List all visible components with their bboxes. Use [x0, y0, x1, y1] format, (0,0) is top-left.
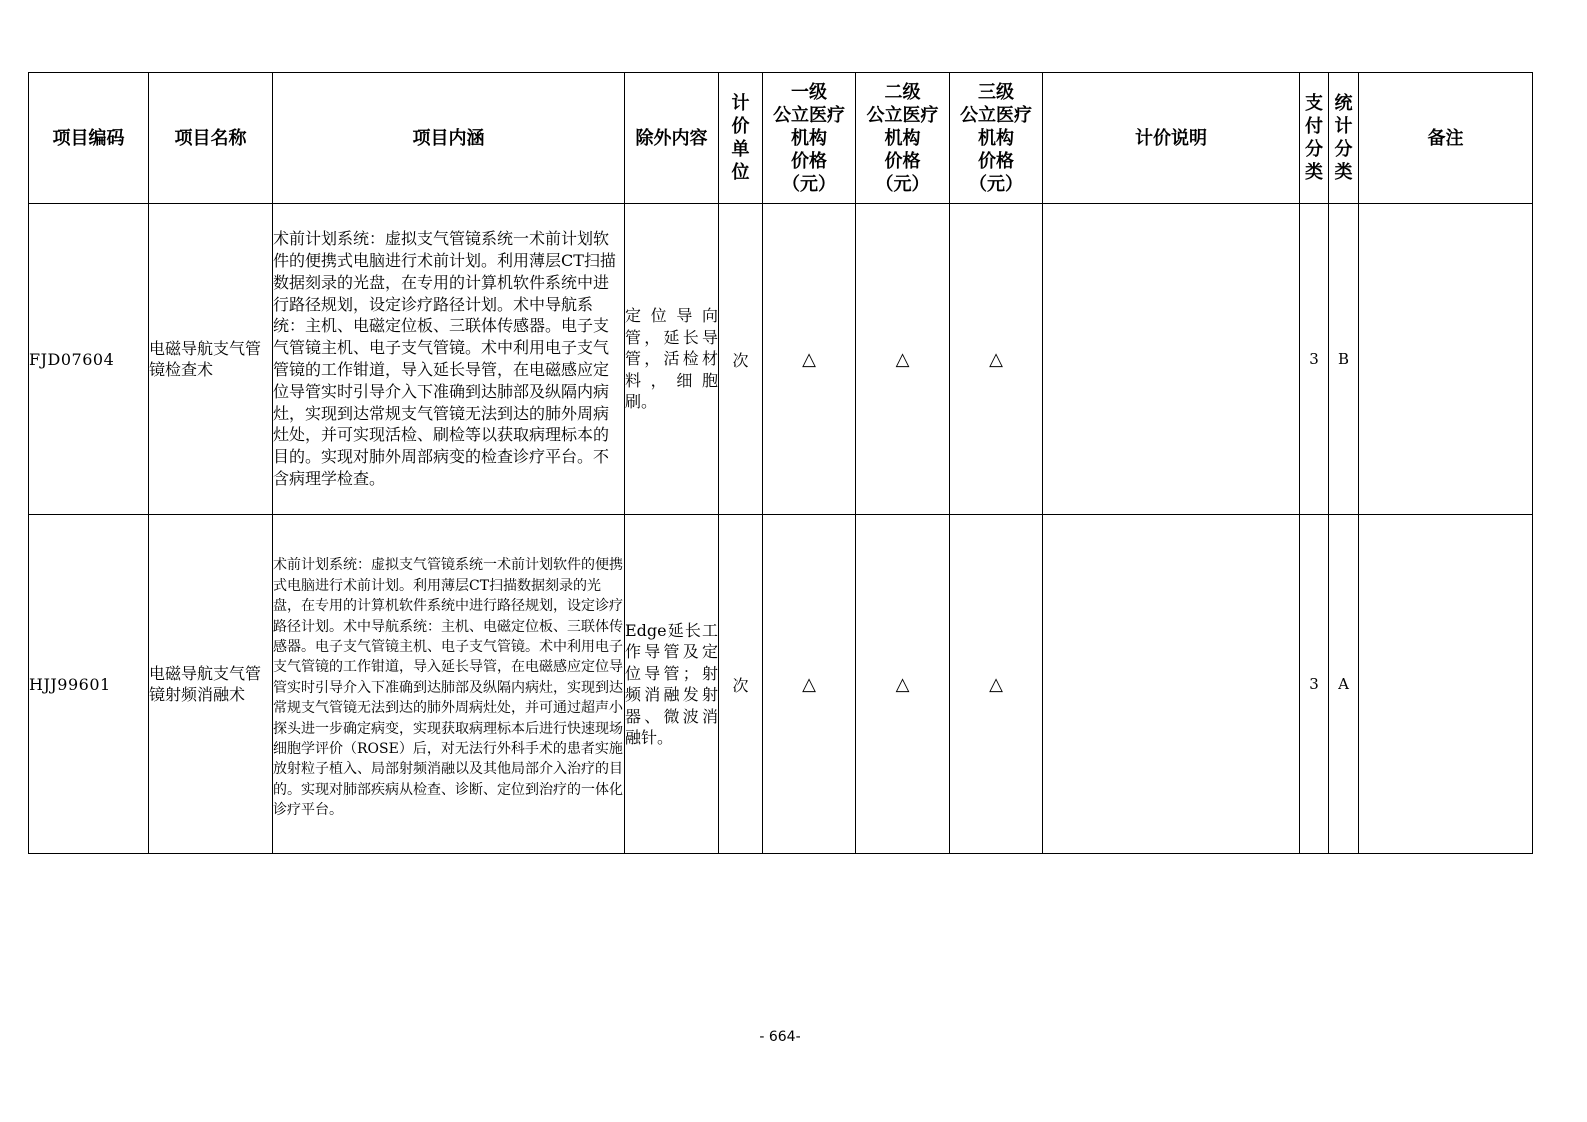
table-row [29, 515, 1533, 854]
item-content: 术前计划系统：虚拟支气管镜系统一术前计划软件的便携式电脑进行术前计划。利用薄层CT扫描数据刻录的光盘，在专用的计算机软件系统中进行路径规划，设定诊疗路径计划。术中导航系统：主机、电磁定位板、三联体传感器。电子支气管镜主机、电子支气管镜。术中利用电子支气管镜的工作钳道，导入延长导管，在电磁感应定位导管实时引导介入下准确到达肺部及纵隔内病灶，实现到达常规支气管镜无法到达的肺外周病灶处，并可通过超声小探头进一步确定病变，实现获取病理标本后进行快速现场细胞学评价（ROSE）后，对无法行外科手术的患者实施放射粒子植入、局部射频消融以及其他局部介入治疗的目的。实现对肺部疾病从检查、诊断、定位到治疗的一体化诊疗平台。 [273, 515, 625, 854]
item-content: 术前计划系统：虚拟支气管镜系统一术前计划软件的便携式电脑进行术前计划。利用薄层CT扫描数据刻录的光盘，在专用的计算机软件系统中进行路径规划，设定诊疗路径计划。术中导航系统：主机、电磁定位板、三联体传感器。电子支气管镜主机、电子支气管镜。术中利用电子支气管镜的工作钳道，导入延长导管，在电磁感应定位导管实时引导介入下准确到达肺部及纵隔内病灶，实现到达常规支气管镜无法到达的肺外周病灶处，并可实现活检、刷检等以获取病理标本的目的。实现对肺外周部病变的检查诊疗平台。不含病理学检查。 [273, 204, 625, 515]
pricing-table [28, 72, 1533, 854]
table-row [29, 204, 1533, 515]
item-unit: 次 [719, 515, 763, 854]
item-price-level1: △ [763, 204, 856, 515]
header-content: 项目内涵 [273, 73, 625, 204]
header-unit: 计 价 单 位 [719, 73, 763, 204]
item-code: FJD07604 [29, 204, 149, 515]
item-price-level2: △ [856, 204, 950, 515]
item-remarks [1359, 515, 1533, 854]
item-stat-class: B [1329, 204, 1359, 515]
header-pricing-note: 计价说明 [1043, 73, 1300, 204]
item-price-level1: △ [763, 515, 856, 854]
item-code: HJJ99601 [29, 515, 149, 854]
header-exclude: 除外内容 [625, 73, 719, 204]
item-exclude: 定位导向管，延长导管，活检材料，细胞刷。 [625, 204, 719, 515]
header-code: 项目编码 [29, 73, 149, 204]
item-name: 电磁导航支气管镜射频消融术 [149, 515, 273, 854]
item-exclude: Edge延长工作导管及定位导管；射频消融发射器、微波消融针。 [625, 515, 719, 854]
item-pricing-note [1043, 515, 1300, 854]
header-price-level2: 二级 公立医疗 机构 价格 （元） [856, 73, 950, 204]
header-row [29, 73, 1533, 204]
item-remarks [1359, 204, 1533, 515]
item-price-level3: △ [950, 204, 1043, 515]
header-remarks: 备注 [1359, 73, 1533, 204]
item-pricing-note [1043, 204, 1300, 515]
header-stat-class: 统 计 分 类 [1329, 73, 1359, 204]
header-pay-class: 支 付 分 类 [1300, 73, 1329, 204]
header-name: 项目名称 [149, 73, 273, 204]
item-stat-class: A [1329, 515, 1359, 854]
item-pay-class: 3 [1300, 515, 1329, 854]
item-unit: 次 [719, 204, 763, 515]
header-price-level1: 一级 公立医疗 机构 价格 （元） [763, 73, 856, 204]
item-name: 电磁导航支气管镜检查术 [149, 204, 273, 515]
item-price-level3: △ [950, 515, 1043, 854]
item-pay-class: 3 [1300, 204, 1329, 515]
page-number: - 664- [759, 1029, 801, 1045]
item-price-level2: △ [856, 515, 950, 854]
header-price-level3: 三级 公立医疗 机构 价格 （元） [950, 73, 1043, 204]
